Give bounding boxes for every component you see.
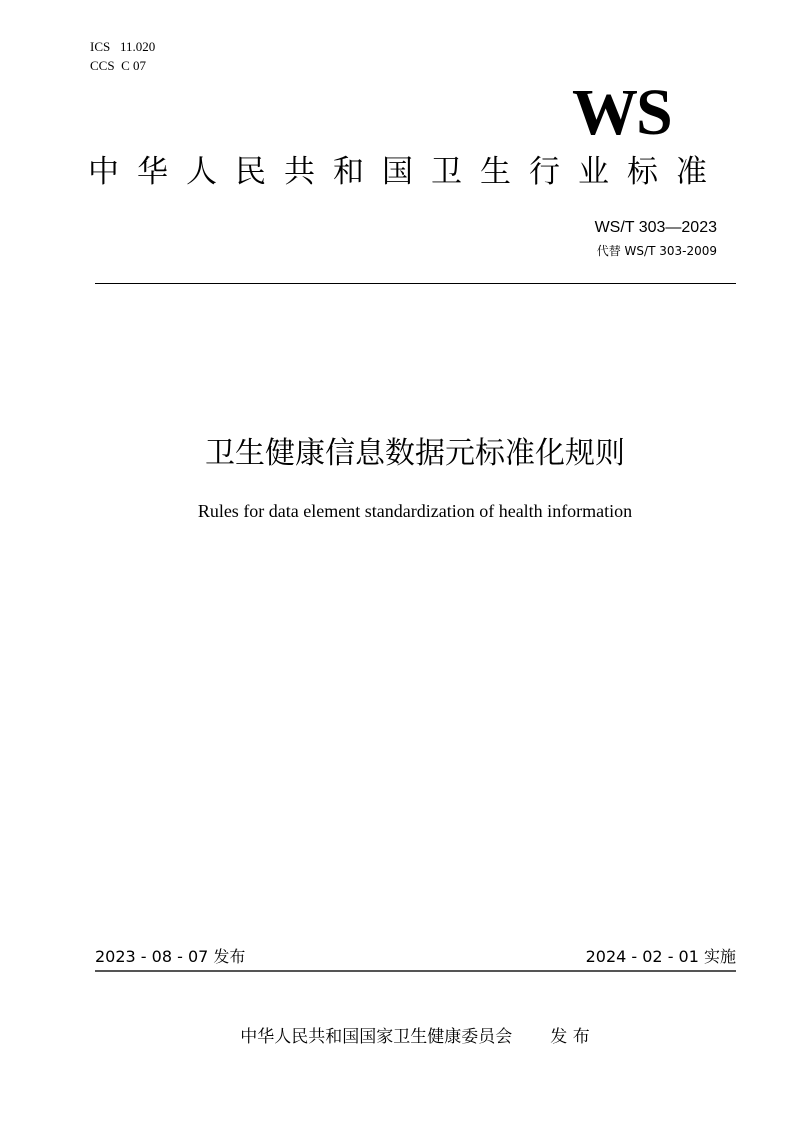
- organization-heading: 中华人民共和国卫生行业标准: [88, 154, 725, 190]
- publisher-line: [0, 1025, 793, 1049]
- implementation-date: 2024 - 02 - 01 实施: [585, 947, 736, 966]
- replaces-code: 代替 WS/T 303-2009: [596, 244, 717, 258]
- document-title: 卫生健康信息数据元标准化规则: [205, 436, 625, 471]
- ics-code: ICS 11.020: [90, 39, 156, 54]
- ws-logo: WS: [572, 76, 671, 149]
- ccs-code: CCS C 07: [90, 58, 146, 73]
- footer-divider: [95, 970, 736, 972]
- english-title: Rules for data element standardization of health information: [197, 501, 633, 521]
- standard-code: WS/T 303—2023: [594, 219, 717, 236]
- publish-label: 发 布: [550, 1027, 590, 1047]
- header-divider: [95, 283, 736, 284]
- publisher-name: 中华人民共和国国家卫生健康委员会: [240, 1027, 513, 1047]
- issue-date: 2023 - 08 - 07 发布: [95, 947, 246, 966]
